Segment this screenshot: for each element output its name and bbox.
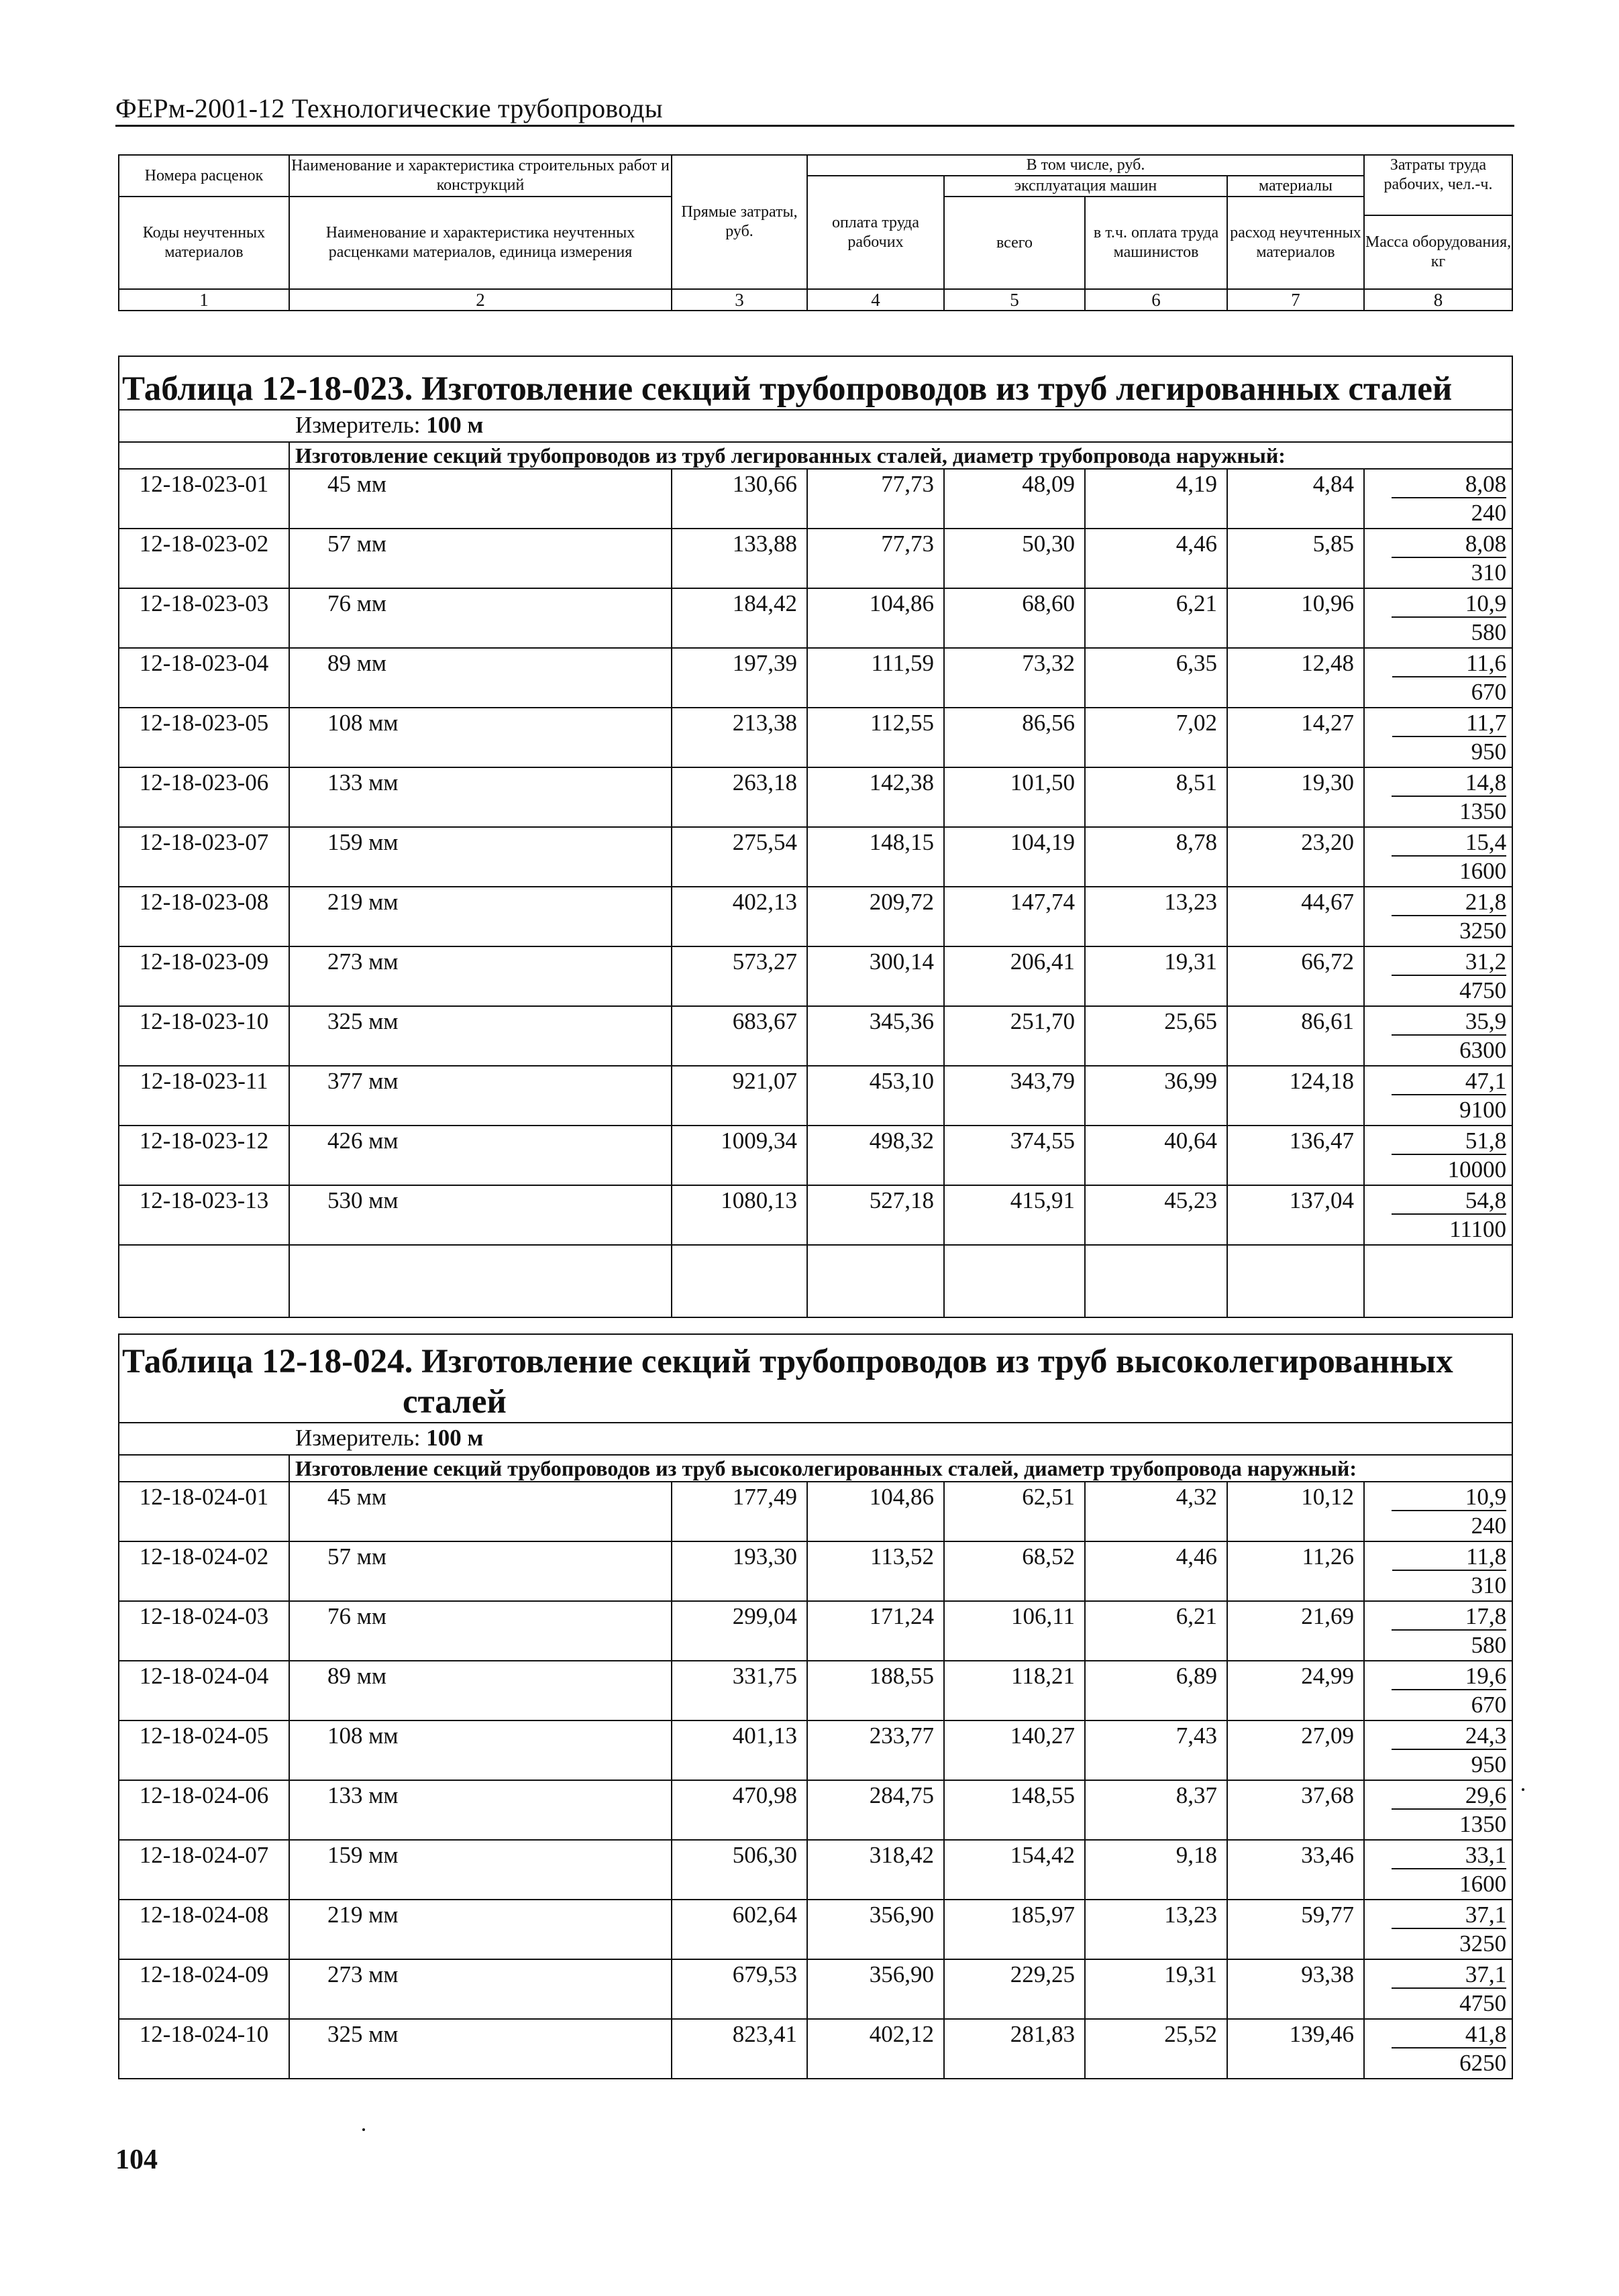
labor-hours-and-mass: [1364, 1185, 1512, 1245]
work-description: 57 мм: [289, 1541, 672, 1601]
rate-code: 12-18-024-07: [119, 1840, 289, 1900]
equipment-mass: 580: [1471, 619, 1507, 645]
work-description: 219 мм: [289, 1900, 672, 1959]
rate-code: 12-18-023-08: [119, 887, 289, 946]
labor-hours: 10,9: [1392, 1484, 1506, 1511]
labor-hours: 17,8: [1392, 1604, 1506, 1631]
machinist-wages: 4,46: [1085, 529, 1227, 588]
machinist-wages: 6,21: [1085, 1601, 1227, 1661]
col-number: 2: [289, 289, 672, 311]
direct-costs: 402,13: [672, 887, 807, 946]
labor-hours: 21,8: [1392, 889, 1506, 916]
machinist-wages: 40,64: [1085, 1126, 1227, 1185]
col2-bottom-header: Наименование и характеристика неучтенных расценками материалов, единица измерения: [289, 197, 672, 289]
machine-costs: 104,19: [944, 827, 1085, 887]
labor-wages: 402,12: [807, 2019, 944, 2079]
machine-costs: 415,91: [944, 1185, 1085, 1245]
material-costs: 44,67: [1227, 887, 1364, 946]
rate-table-12-18-024: [118, 1333, 1513, 2079]
rate-code: 12-18-024-05: [119, 1720, 289, 1780]
col3-header: Прямые затраты, руб.: [672, 155, 807, 289]
table-title: [119, 1334, 1512, 1423]
col-number: 7: [1227, 289, 1364, 311]
direct-costs: 177,49: [672, 1482, 807, 1541]
machine-costs: 147,74: [944, 887, 1085, 946]
machinist-wages: 13,23: [1085, 1900, 1227, 1959]
labor-hours-and-mass: [1364, 2019, 1512, 2079]
machinist-wages: 25,65: [1085, 1006, 1227, 1066]
labor-wages: 284,75: [807, 1780, 944, 1840]
labor-wages: 112,55: [807, 708, 944, 767]
header-rule: [115, 125, 1514, 127]
machinist-wages: 13,23: [1085, 887, 1227, 946]
machinist-wages: 4,19: [1085, 469, 1227, 529]
machine-costs: 154,42: [944, 1840, 1085, 1900]
material-costs: 10,12: [1227, 1482, 1364, 1541]
rate-code: 12-18-023-06: [119, 767, 289, 827]
labor-wages: 111,59: [807, 648, 944, 708]
material-costs: 86,61: [1227, 1006, 1364, 1066]
table-row: [119, 946, 1512, 1006]
section-heading: Изготовление секций трубопроводов из труб высоколегированных сталей, диаметр трубопровода наружный:: [289, 1455, 1512, 1482]
machinist-wages: 8,78: [1085, 827, 1227, 887]
material-costs: 19,30: [1227, 767, 1364, 827]
labor-hours: 37,1: [1392, 1962, 1506, 1989]
equipment-mass: 3250: [1459, 1930, 1507, 1957]
rate-code: 12-18-024-01: [119, 1482, 289, 1541]
machine-costs: 343,79: [944, 1066, 1085, 1126]
equipment-mass: 4750: [1459, 977, 1507, 1003]
material-costs: 10,96: [1227, 588, 1364, 648]
material-costs: 11,26: [1227, 1541, 1364, 1601]
equipment-mass: 1600: [1459, 1871, 1507, 1897]
material-costs: 14,27: [1227, 708, 1364, 767]
equipment-mass: 3250: [1459, 918, 1507, 944]
work-description: 108 мм: [289, 1720, 672, 1780]
rate-code: 12-18-023-09: [119, 946, 289, 1006]
labor-hours-and-mass: [1364, 1066, 1512, 1126]
rate-code: 12-18-024-09: [119, 1959, 289, 2019]
meter-line: [119, 1423, 1512, 1455]
equipment-mass: 10000: [1447, 1156, 1507, 1183]
material-costs: 59,77: [1227, 1900, 1364, 1959]
direct-costs: 1009,34: [672, 1126, 807, 1185]
labor-hours-and-mass: [1364, 1482, 1512, 1541]
direct-costs: 573,27: [672, 946, 807, 1006]
machinist-wages: 19,31: [1085, 946, 1227, 1006]
equipment-mass: 4750: [1459, 1990, 1507, 2016]
equipment-mass: 240: [1471, 500, 1507, 526]
direct-costs: 679,53: [672, 1959, 807, 2019]
direct-costs: 193,30: [672, 1541, 807, 1601]
equipment-mass: 950: [1471, 739, 1507, 765]
table-row: [119, 1541, 1512, 1601]
labor-hours: 14,8: [1392, 770, 1506, 797]
meter-value: 100 м: [426, 412, 484, 438]
col-number: 3: [672, 289, 807, 311]
work-description: 273 мм: [289, 946, 672, 1006]
work-description: 57 мм: [289, 529, 672, 588]
equipment-mass: 11100: [1449, 1216, 1507, 1242]
machinist-wages: 45,23: [1085, 1185, 1227, 1245]
labor-wages: 77,73: [807, 529, 944, 588]
labor-hours: 8,08: [1392, 472, 1506, 498]
labor-hours-and-mass: [1364, 1720, 1512, 1780]
work-description: 76 мм: [289, 1601, 672, 1661]
table-title: [119, 356, 1512, 410]
work-description: 108 мм: [289, 708, 672, 767]
materials-header: материалы: [1227, 176, 1364, 197]
labor-wages: 188,55: [807, 1661, 944, 1720]
labor-wages: 104,86: [807, 588, 944, 648]
labor-hours-and-mass: [1364, 1541, 1512, 1601]
labor-hours-and-mass: [1364, 1900, 1512, 1959]
column-header-table: [118, 154, 1513, 311]
equipment-mass: 9100: [1459, 1097, 1507, 1123]
scan-speck: [362, 2128, 365, 2131]
table-row: [119, 648, 1512, 708]
labor-hours: 15,4: [1392, 830, 1506, 857]
rate-code: 12-18-024-03: [119, 1601, 289, 1661]
equipment-mass: 1600: [1459, 858, 1507, 884]
labor-hours: 37,1: [1392, 1902, 1506, 1929]
machine-costs: 86,56: [944, 708, 1085, 767]
machine-costs: 101,50: [944, 767, 1085, 827]
labor-hours: 54,8: [1392, 1188, 1506, 1215]
table-title-text: Таблица 12-18-024. Изготовление секций трубопроводов из труб высоколегированных: [122, 1343, 1453, 1380]
labor-hours: 31,2: [1392, 949, 1506, 976]
labor-hours: 33,1: [1392, 1843, 1506, 1869]
table-row: [119, 1066, 1512, 1126]
col8-top-header: Затраты труда рабочих, чел.-ч.: [1364, 155, 1512, 215]
labor-hours: 11,6: [1392, 651, 1506, 677]
work-description: 530 мм: [289, 1185, 672, 1245]
running-header: ФЕРм-2001-12 Технологические трубопроводы: [115, 93, 663, 123]
col-number: 6: [1085, 289, 1227, 311]
labor-hours: 24,3: [1392, 1723, 1506, 1750]
work-description: 377 мм: [289, 1066, 672, 1126]
table-row: [119, 1900, 1512, 1959]
labor-hours-and-mass: [1364, 827, 1512, 887]
rate-code: 12-18-024-08: [119, 1900, 289, 1959]
machinist-wages: 6,21: [1085, 588, 1227, 648]
machine-costs: 73,32: [944, 648, 1085, 708]
machinist-wages: 7,43: [1085, 1720, 1227, 1780]
rate-code: 12-18-023-05: [119, 708, 289, 767]
table-title-text: Таблица 12-18-023. Изготовление секций трубопроводов из труб легированных сталей: [122, 370, 1453, 408]
rate-code: 12-18-023-03: [119, 588, 289, 648]
col-number: 4: [807, 289, 944, 311]
machine-costs: 62,51: [944, 1482, 1085, 1541]
work-description: 219 мм: [289, 887, 672, 946]
direct-costs: 921,07: [672, 1066, 807, 1126]
rate-code: 12-18-023-02: [119, 529, 289, 588]
table-row: [119, 1185, 1512, 1245]
labor-wages: 77,73: [807, 469, 944, 529]
group-header: В том числе, руб.: [807, 155, 1364, 176]
machine-costs: 374,55: [944, 1126, 1085, 1185]
rate-code: 12-18-023-13: [119, 1185, 289, 1245]
table-row: [119, 887, 1512, 946]
labor-hours: 35,9: [1392, 1009, 1506, 1036]
machine-costs: 251,70: [944, 1006, 1085, 1066]
equipment-mass: 310: [1471, 1572, 1507, 1598]
labor-hours: 41,8: [1392, 2022, 1506, 2048]
material-costs: 4,84: [1227, 469, 1364, 529]
labor-hours: 29,6: [1392, 1783, 1506, 1810]
table-row: [119, 827, 1512, 887]
rate-code: 12-18-023-07: [119, 827, 289, 887]
rate-code: 12-18-023-01: [119, 469, 289, 529]
table-row: [119, 1661, 1512, 1720]
col-number: 1: [119, 289, 289, 311]
direct-costs: 1080,13: [672, 1185, 807, 1245]
direct-costs: 683,67: [672, 1006, 807, 1066]
meter-label: Измеритель:: [295, 1425, 421, 1451]
labor-hours-and-mass: [1364, 767, 1512, 827]
equipment-mass: 1350: [1459, 798, 1507, 824]
material-costs: 33,46: [1227, 1840, 1364, 1900]
work-description: 133 мм: [289, 767, 672, 827]
machine-costs: 206,41: [944, 946, 1085, 1006]
labor-hours-and-mass: [1364, 1661, 1512, 1720]
work-description: 325 мм: [289, 1006, 672, 1066]
table-row: [119, 588, 1512, 648]
machine-costs: 185,97: [944, 1900, 1085, 1959]
labor-wages: 498,32: [807, 1126, 944, 1185]
labor-wages: 209,72: [807, 887, 944, 946]
equipment-mass: 1350: [1459, 1811, 1507, 1837]
labor-hours-and-mass: [1364, 529, 1512, 588]
labor-wages: 356,90: [807, 1959, 944, 2019]
material-costs: 27,09: [1227, 1720, 1364, 1780]
table-row: [119, 1126, 1512, 1185]
machinist-wages: 6,35: [1085, 648, 1227, 708]
labor-hours: 19,6: [1392, 1663, 1506, 1690]
table-row: [119, 1720, 1512, 1780]
work-description: 273 мм: [289, 1959, 672, 2019]
labor-hours-and-mass: [1364, 1126, 1512, 1185]
col6-header: в т.ч. оплата труда машинистов: [1085, 197, 1227, 289]
work-description: 325 мм: [289, 2019, 672, 2079]
table-row: [119, 1006, 1512, 1066]
work-description: 76 мм: [289, 588, 672, 648]
table-row: [119, 469, 1512, 529]
labor-hours: 8,08: [1392, 531, 1506, 558]
direct-costs: 213,38: [672, 708, 807, 767]
material-costs: 139,46: [1227, 2019, 1364, 2079]
material-costs: 23,20: [1227, 827, 1364, 887]
col4-header: оплата труда рабочих: [807, 176, 944, 289]
material-costs: 66,72: [1227, 946, 1364, 1006]
meter-value: 100 м: [426, 1425, 484, 1451]
machine-costs: 229,25: [944, 1959, 1085, 2019]
table-row: [119, 1840, 1512, 1900]
labor-hours: 11,8: [1392, 1544, 1506, 1571]
material-costs: 136,47: [1227, 1126, 1364, 1185]
machinist-wages: 8,37: [1085, 1780, 1227, 1840]
labor-hours-and-mass: [1364, 1780, 1512, 1840]
labor-wages: 171,24: [807, 1601, 944, 1661]
rate-code: 12-18-023-04: [119, 648, 289, 708]
labor-hours-and-mass: [1364, 1601, 1512, 1661]
direct-costs: 506,30: [672, 1840, 807, 1900]
machine-costs: 68,52: [944, 1541, 1085, 1601]
direct-costs: 133,88: [672, 529, 807, 588]
direct-costs: 130,66: [672, 469, 807, 529]
col2-top-header: Наименование и характеристика строительных работ и конструкций: [289, 155, 672, 197]
table-row: [119, 1959, 1512, 2019]
work-description: 426 мм: [289, 1126, 672, 1185]
equipment-mass: 950: [1471, 1751, 1507, 1778]
table-row: [119, 1780, 1512, 1840]
labor-wages: 233,77: [807, 1720, 944, 1780]
equipment-mass: 240: [1471, 1513, 1507, 1539]
table-row: [119, 1482, 1512, 1541]
work-description: 159 мм: [289, 1840, 672, 1900]
labor-hours-and-mass: [1364, 708, 1512, 767]
direct-costs: 263,18: [672, 767, 807, 827]
labor-hours-and-mass: [1364, 1840, 1512, 1900]
labor-hours: 11,7: [1392, 710, 1506, 737]
machinist-wages: 9,18: [1085, 1840, 1227, 1900]
machinist-wages: 25,52: [1085, 2019, 1227, 2079]
material-costs: 93,38: [1227, 1959, 1364, 2019]
page-number: 104: [115, 2144, 158, 2175]
machine-costs: 48,09: [944, 469, 1085, 529]
work-description: 159 мм: [289, 827, 672, 887]
material-costs: 137,04: [1227, 1185, 1364, 1245]
section-heading: Изготовление секций трубопроводов из труб легированных сталей, диаметр трубопровода наружный:: [289, 442, 1512, 469]
labor-wages: 527,18: [807, 1185, 944, 1245]
material-costs: 24,99: [1227, 1661, 1364, 1720]
work-description: 45 мм: [289, 1482, 672, 1541]
col1-top-header: Номера расценок: [119, 155, 289, 197]
machinist-wages: 6,89: [1085, 1661, 1227, 1720]
direct-costs: 401,13: [672, 1720, 807, 1780]
machine-costs: 118,21: [944, 1661, 1085, 1720]
direct-costs: 331,75: [672, 1661, 807, 1720]
table-row: [119, 2019, 1512, 2079]
direct-costs: 275,54: [672, 827, 807, 887]
col8-bottom-header: Масса оборудования, кг: [1364, 215, 1512, 289]
material-costs: 37,68: [1227, 1780, 1364, 1840]
machinist-wages: 19,31: [1085, 1959, 1227, 2019]
meter-line: [119, 410, 1512, 442]
labor-hours-and-mass: [1364, 1959, 1512, 2019]
rate-table-12-18-023: [118, 356, 1513, 1318]
material-costs: 5,85: [1227, 529, 1364, 588]
rate-code: 12-18-024-02: [119, 1541, 289, 1601]
labor-hours: 10,9: [1392, 591, 1506, 618]
machine-costs: 148,55: [944, 1780, 1085, 1840]
equipment-mass: 6250: [1459, 2050, 1507, 2076]
rate-code: 12-18-024-10: [119, 2019, 289, 2079]
labor-wages: 148,15: [807, 827, 944, 887]
labor-wages: 300,14: [807, 946, 944, 1006]
labor-hours-and-mass: [1364, 1006, 1512, 1066]
rate-code: 12-18-024-04: [119, 1661, 289, 1720]
machinist-wages: 36,99: [1085, 1066, 1227, 1126]
machine-costs: 106,11: [944, 1601, 1085, 1661]
machine-costs: 68,60: [944, 588, 1085, 648]
col7-header: расход неучтенных материалов: [1227, 197, 1364, 289]
table-row: [119, 708, 1512, 767]
labor-wages: 113,52: [807, 1541, 944, 1601]
direct-costs: 197,39: [672, 648, 807, 708]
work-description: 89 мм: [289, 648, 672, 708]
equipment-mass: 6300: [1459, 1037, 1507, 1063]
meter-label: Измеритель:: [295, 412, 421, 438]
material-costs: 21,69: [1227, 1601, 1364, 1661]
col-number: 5: [944, 289, 1085, 311]
machinist-wages: 4,46: [1085, 1541, 1227, 1601]
machine-costs: 140,27: [944, 1720, 1085, 1780]
labor-hours-and-mass: [1364, 469, 1512, 529]
labor-hours: 51,8: [1392, 1128, 1506, 1155]
labor-wages: 142,38: [807, 767, 944, 827]
direct-costs: 823,41: [672, 2019, 807, 2079]
machine-costs: 281,83: [944, 2019, 1085, 2079]
machine-costs: 50,30: [944, 529, 1085, 588]
machines-header: эксплуатация машин: [944, 176, 1227, 197]
labor-wages: 345,36: [807, 1006, 944, 1066]
labor-wages: 318,42: [807, 1840, 944, 1900]
labor-hours-and-mass: [1364, 588, 1512, 648]
labor-hours-and-mass: [1364, 887, 1512, 946]
labor-wages: 453,10: [807, 1066, 944, 1126]
work-description: 133 мм: [289, 1780, 672, 1840]
labor-hours-and-mass: [1364, 648, 1512, 708]
table-row: [119, 767, 1512, 827]
work-description: 45 мм: [289, 469, 672, 529]
rate-code: 12-18-024-06: [119, 1780, 289, 1840]
table-title-line2: сталей: [403, 1383, 507, 1421]
work-description: 89 мм: [289, 1661, 672, 1720]
direct-costs: 299,04: [672, 1601, 807, 1661]
rate-code: 12-18-023-12: [119, 1126, 289, 1185]
table-row: [119, 529, 1512, 588]
col5-header: всего: [944, 197, 1085, 289]
machinist-wages: 7,02: [1085, 708, 1227, 767]
direct-costs: 602,64: [672, 1900, 807, 1959]
material-costs: 124,18: [1227, 1066, 1364, 1126]
scan-speck: [1522, 1788, 1524, 1791]
equipment-mass: 670: [1471, 1692, 1507, 1718]
machinist-wages: 8,51: [1085, 767, 1227, 827]
direct-costs: 184,42: [672, 588, 807, 648]
table-row: [119, 1601, 1512, 1661]
rate-code: 12-18-023-11: [119, 1066, 289, 1126]
equipment-mass: 310: [1471, 559, 1507, 586]
labor-wages: 356,90: [807, 1900, 944, 1959]
labor-hours: 47,1: [1392, 1069, 1506, 1095]
material-costs: 12,48: [1227, 648, 1364, 708]
equipment-mass: 670: [1471, 679, 1507, 705]
equipment-mass: 580: [1471, 1632, 1507, 1658]
col1-bottom-header: Коды неучтенных материалов: [119, 197, 289, 289]
labor-wages: 104,86: [807, 1482, 944, 1541]
col-number: 8: [1364, 289, 1512, 311]
labor-hours-and-mass: [1364, 946, 1512, 1006]
rate-code: 12-18-023-10: [119, 1006, 289, 1066]
machinist-wages: 4,32: [1085, 1482, 1227, 1541]
direct-costs: 470,98: [672, 1780, 807, 1840]
